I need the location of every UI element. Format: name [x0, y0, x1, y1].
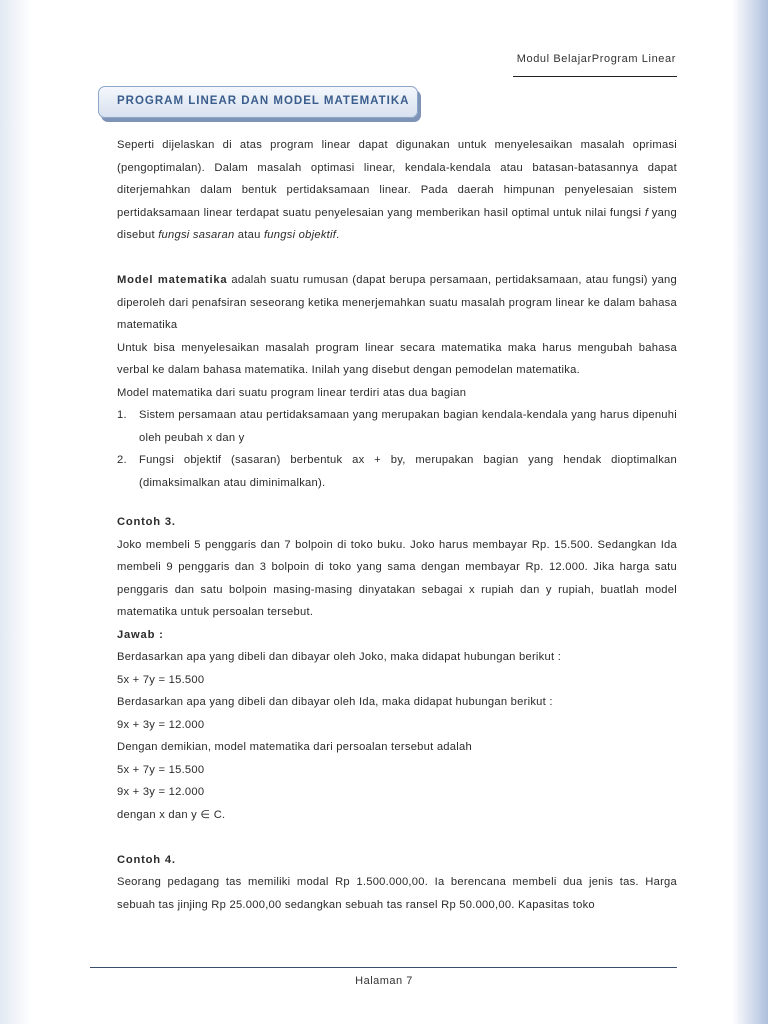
section-title: PROGRAM LINEAR DAN MODEL MATEMATIKA	[117, 95, 410, 107]
intro-f: f	[644, 206, 649, 219]
list-item-number: 2.	[117, 454, 127, 466]
term-fungsi-sasaran: fungsi sasaran	[158, 229, 235, 241]
intro-paragraph	[117, 134, 677, 247]
document-body	[117, 134, 677, 916]
equation: 5x + 7y = 15.500	[117, 763, 205, 776]
answer-line: Dengan demikian, model matematika dari persoalan tersebut adalah	[117, 741, 472, 753]
equation: 9x + 3y = 12.000	[117, 718, 205, 731]
term-model-matematika: Model matematika	[117, 274, 228, 286]
intro-text-4: .	[336, 229, 340, 241]
equation: 5x + 7y = 15.500	[117, 673, 205, 686]
contoh-4-heading: Contoh 4.	[117, 853, 176, 866]
list-item	[117, 449, 677, 494]
list-item-number: 1.	[117, 409, 127, 421]
header-rule	[513, 76, 677, 77]
list-item	[117, 404, 677, 449]
jawab-label: Jawab :	[117, 628, 164, 641]
intro-text-2: yang disebut	[117, 206, 677, 241]
model-definition	[117, 269, 677, 337]
section-title-box	[98, 86, 418, 118]
model-paragraph-2: Untuk bisa menyelesaikan masalah program linear secara matematika maka harus mengubah bahasa verbal ke dalam bahasa matematika. Inilah yang disebut dengan pemodelan matematika.	[117, 341, 677, 376]
contoh-3-problem: Joko membeli 5 penggaris dan 7 bolpoin di toko buku. Joko harus membayar Rp. 15.500. Sedangkan Ida membeli 9 penggaris dan 3 bolpoin di toko yang sama dengan membayar Rp. 12.000. Jika harga satu penggaris dan satu bolpoin masing-masing dinyatakan sebagai x rupiah dan y rupiah, buatlah model matematika untuk persoalan tersebut.	[117, 538, 677, 618]
footer-rule	[90, 967, 677, 968]
list-item-text: Sistem persamaan atau pertidaksamaan yang merupakan bagian kendala-kendala yang harus dipenuhi oleh peubah x dan y	[139, 409, 677, 444]
model-paragraph-3: Model matematika dari suatu program linear terdiri atas dua bagian	[117, 386, 467, 399]
running-header: Modul BelajarProgram Linear	[516, 53, 676, 65]
intro-text: Seperti dijelaskan di atas program linear dapat digunakan untuk menyelesaikan masalah oprimasi (pengoptimalan). Dalam masalah optimasi linear, kendala-kendala atau batasan-batasannya dapat diterjemahkan dalam bentuk pertidaksamaan linear. Pada daerah himpunan penyelesaian sistem pertidaksamaan linear terdapat suatu penyelesaian yang memberikan hasil optimal untuk nilai fungsi	[117, 139, 677, 219]
contoh-4-problem: Seorang pedagang tas memiliki modal Rp 1.500.000,00. Ia berencana membeli dua jenis tas. Harga sebuah tas jinjing Rp 25.000,00 sedangkan sebuah tas ransel Rp 50.000,00. Kapasitas toko	[117, 876, 677, 911]
model-definition-text: adalah suatu rumusan (dapat berupa persamaan, pertidaksamaan, atau fungsi) yang diperoleh dari penafsiran seseorang ketika menerjemahkan suatu masalah program linear ke dalam bahasa matematika	[117, 274, 678, 331]
intro-text-3: atau	[234, 229, 264, 241]
page-left-shade	[0, 0, 32, 1024]
page-right-shade	[732, 0, 768, 1024]
answer-line: dengan x dan y ∈ C.	[117, 808, 226, 821]
contoh-3-heading: Contoh 3.	[117, 516, 176, 528]
equation: 9x + 3y = 12.000	[117, 786, 205, 798]
answer-line: Berdasarkan apa yang dibeli dan dibayar oleh Ida, maka didapat hubungan berikut :	[117, 696, 553, 708]
term-fungsi-objektif: fungsi objektif	[263, 229, 337, 241]
page-number: Halaman 7	[355, 975, 413, 987]
answer-line: Berdasarkan apa yang dibeli dan dibayar oleh Joko, maka didapat hubungan berikut :	[117, 651, 562, 663]
list-item-text: Fungsi objektif (sasaran) berbentuk ax + by, merupakan bagian yang hendak dioptimalkan (dimaksimalkan atau diminimalkan).	[139, 454, 677, 489]
